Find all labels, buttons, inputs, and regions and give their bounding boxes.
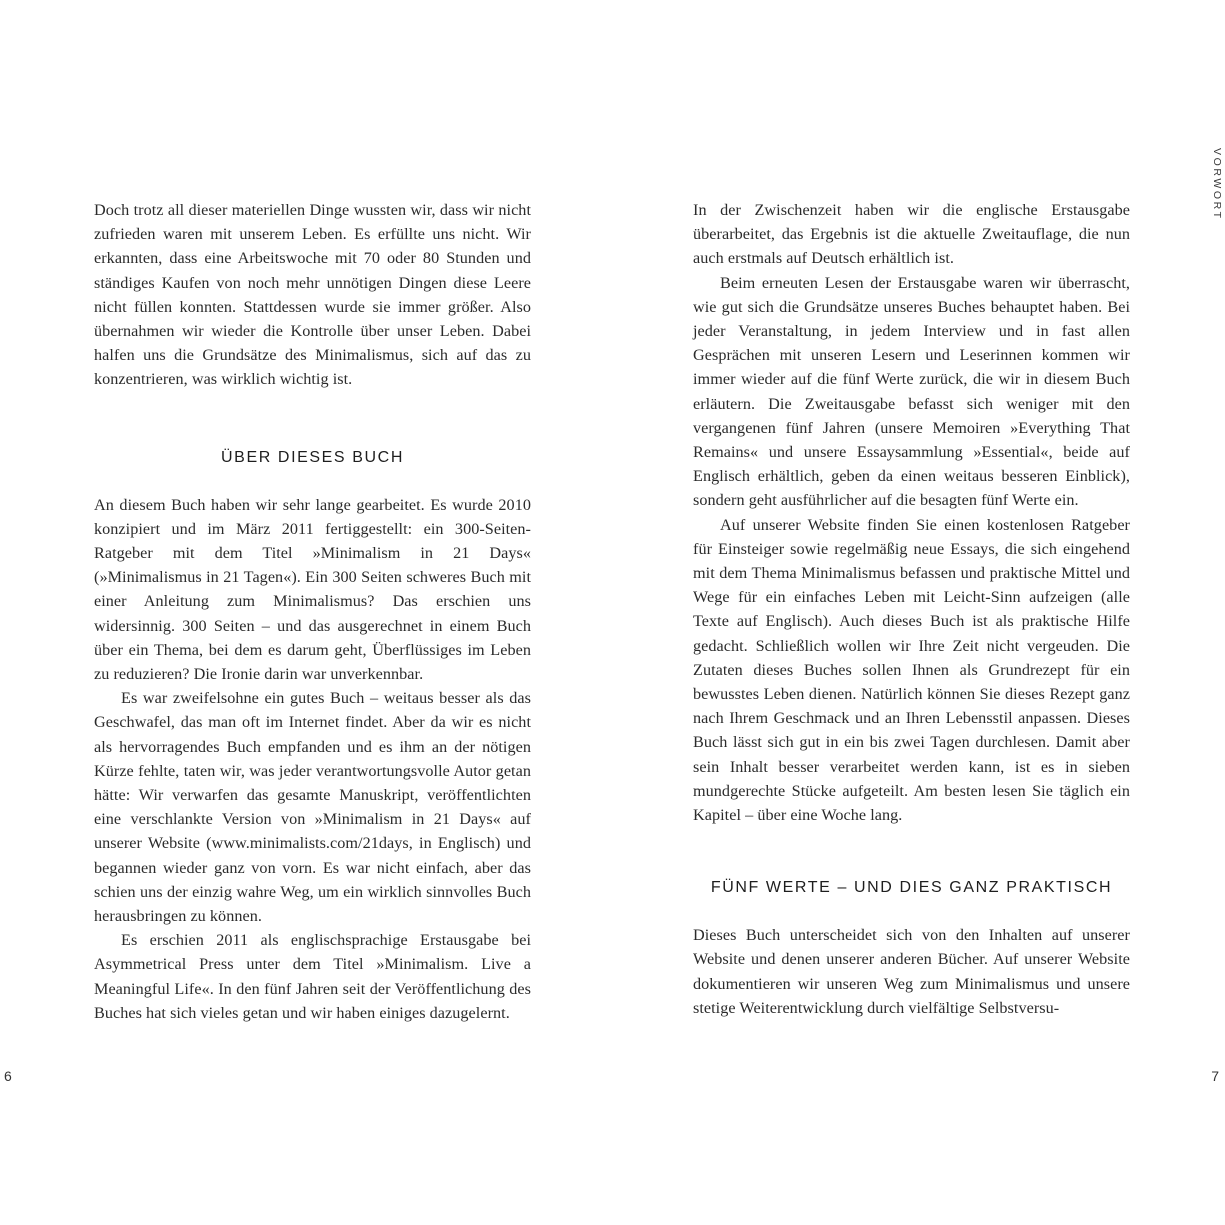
paragraph: Dieses Buch unterscheidet sich von den Inhalten auf unserer Website und denen unserer anderen Bücher. Auf unserer Website dokumentieren wir unseren Weg zum Minimalismus und unsere stetige Weiterentwicklung durch vielfältige Selbstversu- bbox=[693, 926, 1130, 1017]
paragraph: Es erschien 2011 als englischsprachige Erstausgabe bei Asymmetrical Press unter dem Titel »Minimalism. Live a Meaningful Life«. In den fünf Jahren seit der Veröffentlichung des Buches hat sich vieles getan und wir haben einiges dazugelernt. bbox=[94, 931, 531, 1022]
page-number: 7 bbox=[1211, 1068, 1219, 1084]
paragraph: Beim erneuten Lesen der Erstausgabe waren wir überrascht, wie gut sich die Grundsätze unseres Buches behauptet haben. Bei jeder Veranstaltung, in jedem Interview und in fast allen Gesprächen mit unseren Lesern und Leserinnen kommen wir immer wieder auf die fünf Werte zurück, die wir in diesem Buch erläutern. Die Zweitausgabe befasst sich weniger mit den vergangenen fünf Jahren (unsere Memoiren »Everything That Remains« und unsere Essaysammlung »Essential«, beide auf Englisch erhältlich, geben da einen weitaus besseren Einblick), sondern geht ausführlicher auf die besagten fünf Werte ein. bbox=[693, 273, 1130, 510]
running-head: VORWORT bbox=[1211, 148, 1223, 221]
paragraph: Es war zweifelsohne ein gutes Buch – weitaus besser als das Geschwafel, das man oft im Internet findet. Aber da wir es nicht als hervorragendes Buch empfanden und es ihm an der nötigen Kürze fehlte, taten wir, was jeder verantwortungsvolle Autor getan hätte: Wir verwarfen das gesamte Manuskript, veröffentlichten eine verschlankte Version von »Minimalism in 21 Days« auf unserer Website (www.minimalists.com/21days, in Englisch) und begannen wieder ganz von vorn. Es war nicht einfach, aber das schien uns der einzig wahre Weg, um ein wirklich sinnvolles Buch herausbringen zu können. bbox=[94, 689, 531, 926]
paragraph: Auf unserer Website finden Sie einen kostenlosen Ratgeber für Einsteiger sowie regelmäßig neue Essays, die sich eingehend mit dem Thema Minimalismus befassen und praktische Mittel und Wege für ein einfaches Leben mit Leicht-Sinn aufzeigen (alle Texte auf Englisch). Auch dieses Buch ist als praktische Hilfe gedacht. Schließlich wollen wir Ihre Zeit nicht vergeuden. Die Zutaten dieses Buches sollen Ihnen als Grundrezept für ein bewusstes Leben dienen. Natürlich können Sie dieses Rezept ganz nach Ihrem Geschmack und an Ihren Lebensstil anpassen. Dieses Buch lässt sich gut in ein bis zwei Tagen durchlesen. Damit aber sein Inhalt besser verarbeitet werden kann, ist es in sieben mundgerechte Stücke aufgeteilt. Am besten lesen Sie täglich ein Kapitel – über eine Woche lang. bbox=[693, 515, 1130, 825]
section-heading: FÜNF WERTE – UND DIES GANZ PRAKTISCH bbox=[710, 879, 1113, 897]
page-number: 6 bbox=[4, 1068, 12, 1084]
paragraph: An diesem Buch haben wir sehr lange gearbeitet. Es wurde 2010 konzipiert und im März 2011 fertiggestellt: ein 300-Seiten-Ratgeber mit dem Titel »Minimalism in 21 Days« (»Minimalismus in 21 Tagen«). Ein 300 Seiten schweres Buch mit einer Anleitung zum Minimalismus? Das erschien uns widersinnig. 300 Seiten – und das ausgerechnet in einem Buch über ein Thema, bei dem es darum geht, Überflüssiges im Leben zu reduzieren? Die Ironie darin war unverkennbar. bbox=[94, 495, 531, 684]
left-text-column bbox=[94, 198, 531, 1025]
right-text-column bbox=[693, 198, 1130, 1020]
section-heading: ÜBER DIESES BUCH bbox=[221, 448, 404, 466]
right-page bbox=[612, 0, 1225, 1225]
paragraph: In der Zwischenzeit haben wir die englische Erstausgabe überarbeitet, das Ergebnis ist die aktuelle Zweitauflage, die nun auch erstmals auf Deutsch erhältlich ist. bbox=[693, 201, 1130, 268]
left-page bbox=[0, 0, 612, 1225]
paragraph: Doch trotz all dieser materiellen Dinge wussten wir, dass wir nicht zufrieden waren mit unserem Leben. Es erfüllte uns nicht. Wir erkannten, dass eine Arbeitswoche mit 70 oder 80 Stunden und ständiges Kaufen von noch mehr unnötigen Dingen diese Leere nicht füllen konnten. Stattdessen wurde sie immer größer. Also übernahmen wir wieder die Kontrolle über unser Leben. Dabei halfen uns die Grundsätze des Minimalismus, sich auf das zu konzentrieren, was wirklich wichtig ist. bbox=[94, 201, 531, 389]
